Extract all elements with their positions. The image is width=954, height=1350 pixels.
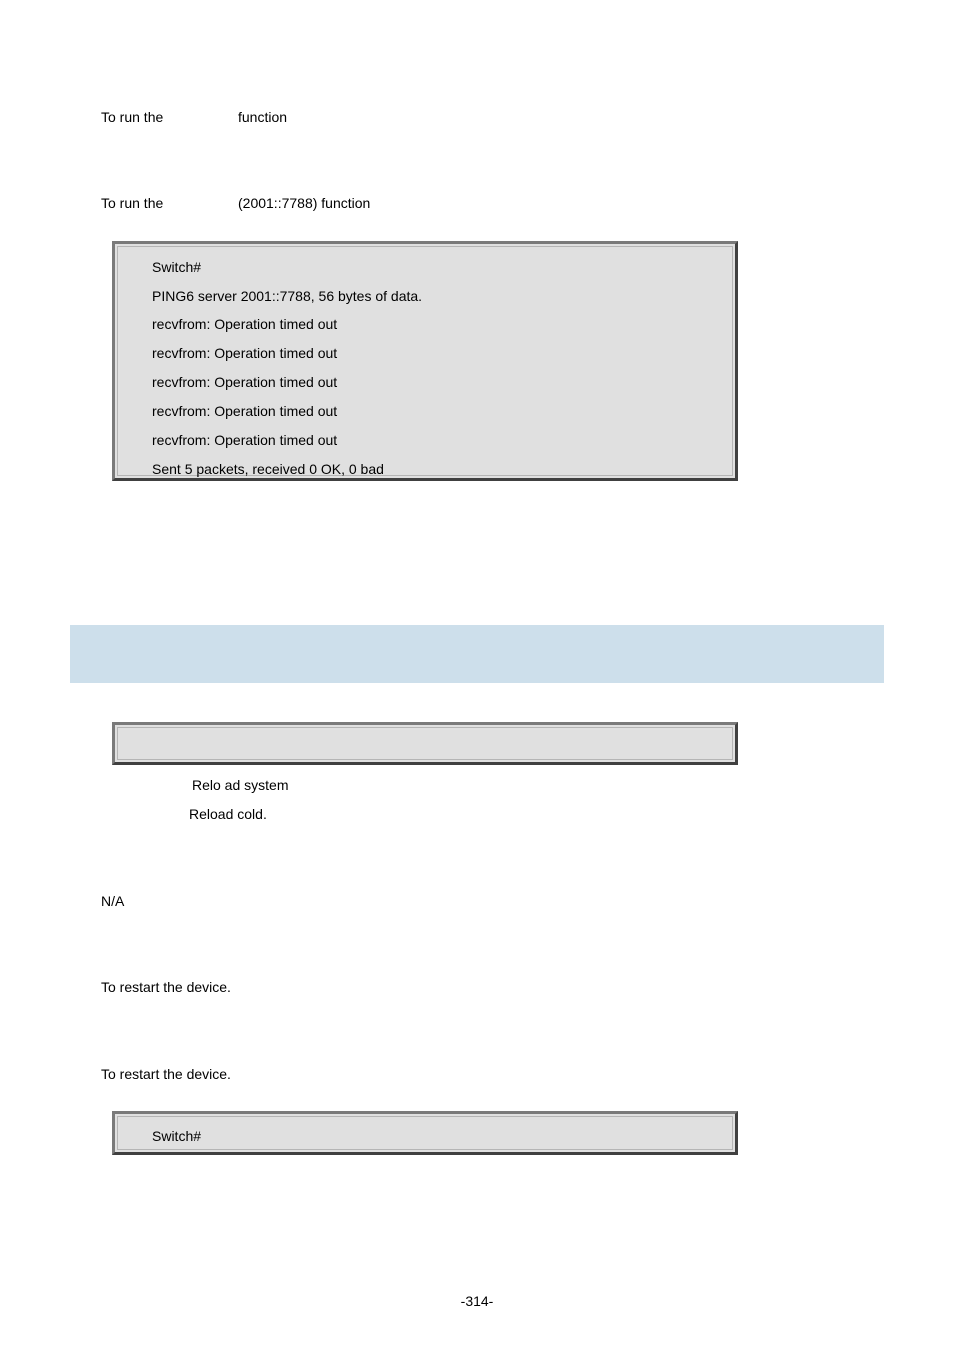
page-number: -314- <box>460 1293 494 1309</box>
parameter-description: Reload cold. <box>189 806 267 822</box>
code-line: recvfrom: Operation timed out <box>152 374 338 390</box>
ping6-example-suffix: (2001::7788) function <box>238 195 371 211</box>
code-line: Switch# <box>152 259 202 275</box>
code-line: recvfrom: Operation timed out <box>152 432 338 448</box>
code-line: recvfrom: Operation timed out <box>152 316 338 332</box>
code-line: recvfrom: Operation timed out <box>152 345 338 361</box>
default-value: N/A <box>101 893 125 909</box>
reload-example-box <box>112 1111 738 1155</box>
usage-description: To restart the device. <box>101 979 231 995</box>
code-line: Sent 5 packets, received 0 OK, 0 bad <box>152 461 384 477</box>
code-line: PING6 server 2001::7788, 56 bytes of data. <box>152 288 423 304</box>
reload-syntax-box <box>112 722 738 765</box>
ping6-function-label: To run the <box>101 109 164 125</box>
code-box-inner-frame <box>117 1116 733 1150</box>
usage-guide: To restart the device. <box>101 1066 231 1082</box>
ping6-example-box <box>112 241 738 481</box>
ping6-example-label: To run the <box>101 195 164 211</box>
code-line: recvfrom: Operation timed out <box>152 403 338 419</box>
ping6-function-suffix: function <box>238 109 288 125</box>
section-heading-banner <box>70 625 884 683</box>
parameter-description: Relo ad system <box>192 777 289 793</box>
code-line: Switch# <box>152 1128 202 1144</box>
code-box-inner-frame <box>117 727 733 760</box>
